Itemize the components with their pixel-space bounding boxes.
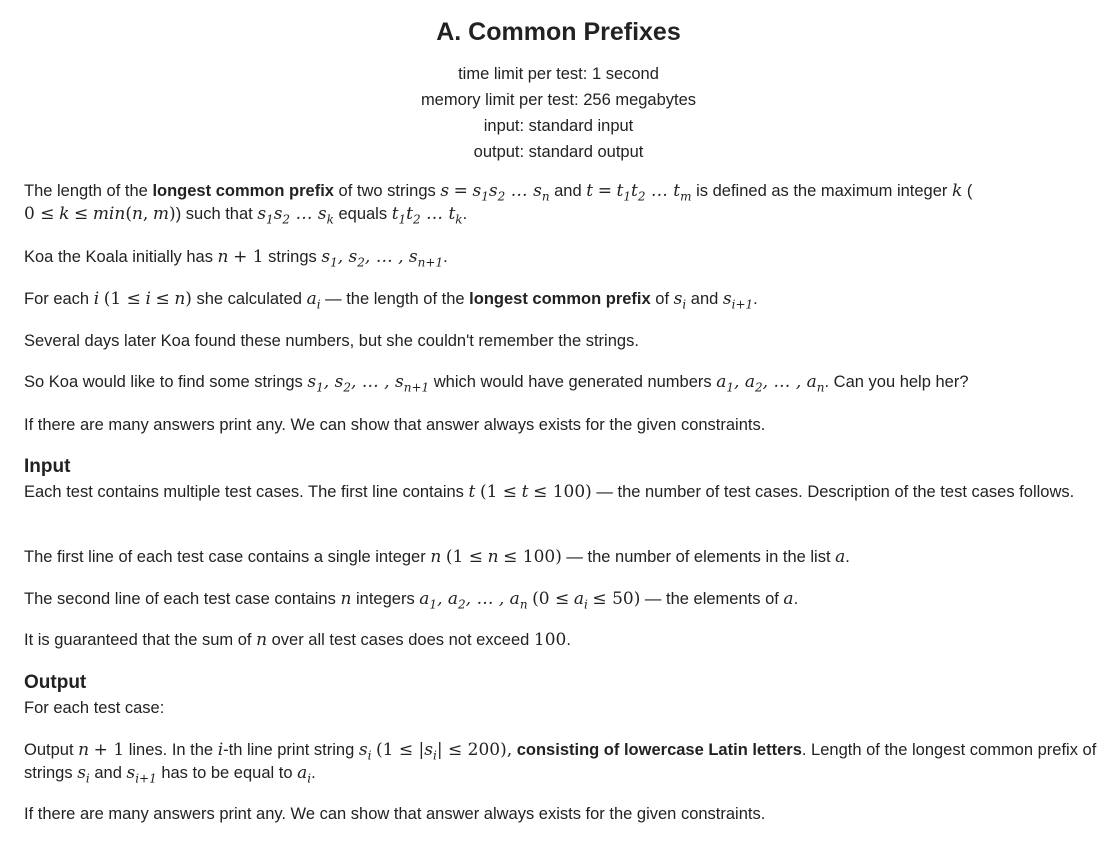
output-file: output: standard output <box>473 143 644 161</box>
output-paragraph-3: If there are many answers print any. We can show that answer always exists for the given constraints. <box>24 805 766 823</box>
input-heading: Input <box>24 456 71 477</box>
legend-paragraph-2: Koa the Koala initially has n + 1 strings $s_1$, $s_2$, … , $s_{n+1}$. <box>24 247 448 270</box>
problem-title: A. Common Prefixes <box>436 18 681 46</box>
output-heading: Output <box>24 672 87 693</box>
input-file: input: standard input <box>483 117 634 135</box>
legend-paragraph-1: The length of the longest common prefix of two strings $s = s_1s_2$ … $s_n$ and $t = t_1t_2$ … $t_m$ is defined as the maximum integer k ( 0 ≤ k ≤ min(n, m)) such that $s_1s_2$ … $s_k$ equals $t_1t_2$ … $t_k$. <box>24 181 973 227</box>
input-paragraph-3: The second line of each test case contains n integers $a_1$, $a_2$, … , $a_n$ $(0 \le a_i \le 50)$ — the elements of a. <box>24 589 799 612</box>
legend-paragraph-3: For each i (1 ≤ i ≤ n) she calculated $a_i$ — the length of the longest common prefix of $s_i$ and $s_{i+1}$. <box>24 289 758 312</box>
time-limit: time limit per test: 1 second <box>458 65 659 83</box>
memory-limit: memory limit per test: 256 megabytes <box>420 91 697 109</box>
legend-paragraph-6: If there are many answers print any. We can show that answer always exists for the given constraints. <box>24 416 766 434</box>
input-paragraph-1: Each test contains multiple test cases. The first line contains t (1 ≤ t ≤ 100) — the number of test cases. Description of the test cases follows. <box>24 482 1075 502</box>
output-paragraph-2: Output n + 1 lines. In the i-th line print string $s_i$ $(1 \le |s_i| \le 200)$, consisting of lowercase Latin letters. Length of the longest common prefix of strings $s_i$ and $s_{i+1}$ has to be equal to $a_i$. <box>24 740 1097 786</box>
legend-paragraph-4: Several days later Koa found these numbers, but she couldn't remember the strings. <box>24 332 639 350</box>
output-paragraph-1: For each test case: <box>24 699 165 717</box>
input-paragraph-4: It is guaranteed that the sum of n over all test cases does not exceed 100. <box>24 630 571 650</box>
input-paragraph-2: The first line of each test case contains a single integer n (1 ≤ n ≤ 100) — the number of elements in the list a. <box>24 547 850 567</box>
legend-paragraph-5: So Koa would like to find some strings $s_1$, $s_2$, … , $s_{n+1}$ which would have generated numbers $a_1$, $a_2$, … , $a_n$. Can you help her? <box>24 372 969 395</box>
limits-block <box>0 61 1117 165</box>
